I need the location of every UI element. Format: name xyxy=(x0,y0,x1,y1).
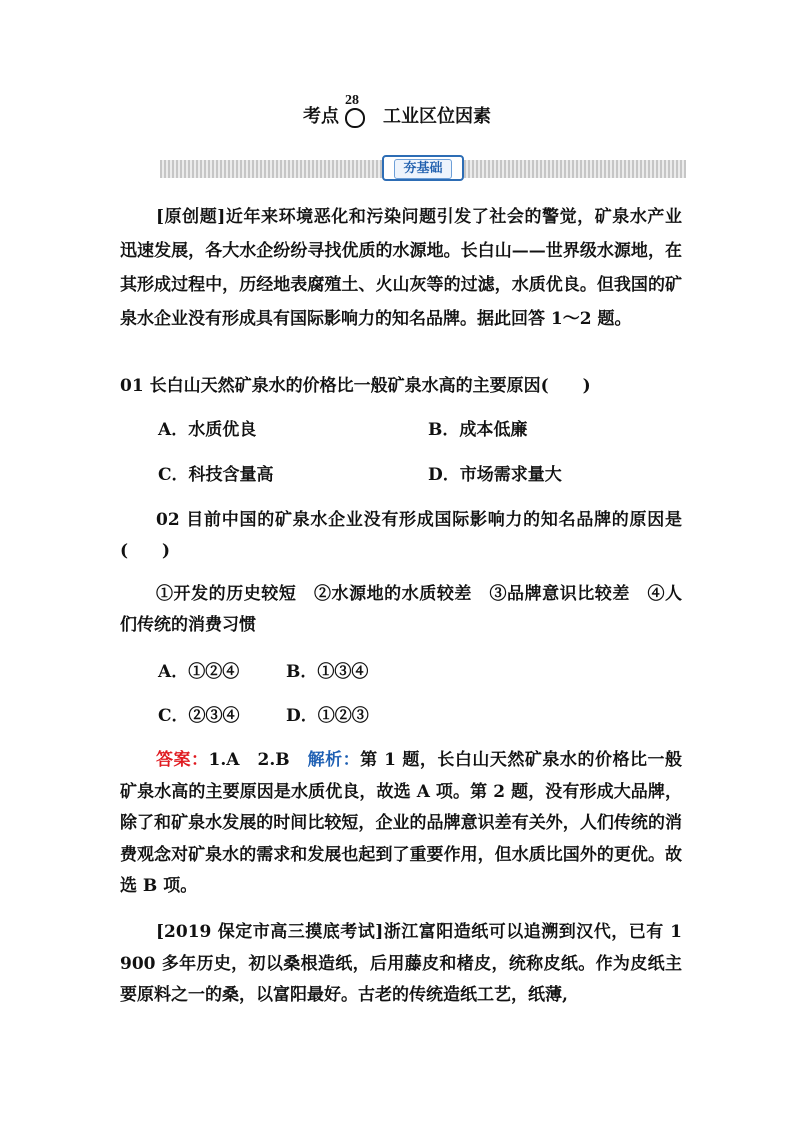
q1-option-d: D．市场需求量大 xyxy=(428,465,562,485)
section-badge xyxy=(382,155,464,181)
analysis-label: 解析： xyxy=(307,750,361,770)
section-badge-label: 夯基础 xyxy=(394,159,451,179)
q1-option-c: C．科技含量高 xyxy=(158,465,274,485)
apple-icon xyxy=(345,108,365,128)
answer-values: 1.A 2.B xyxy=(208,750,308,770)
q1-option-b: B．成本低廉 xyxy=(428,420,528,440)
intro-passage-1: [原创题]近年来环境恶化和污染问题引发了社会的警觉，矿泉水产业迅速发展，各大水企纷纷寻找优质的水源地。长白山——世界级水源地，在其形成过程中，历经地表腐殖土、火山灰等的过滤，水质优良。但我国的矿泉水企业没有形成具有国际影响力的知名品牌。据此回答 1～2 题。 xyxy=(120,207,682,329)
title-prefix: 考点 xyxy=(303,106,339,127)
q1-option-a: A．水质优良 xyxy=(158,420,257,440)
answer-block xyxy=(120,745,682,903)
topic-number: 28 xyxy=(345,93,359,108)
answer-label: 答案： xyxy=(156,750,209,770)
q2-option-d: D．①②③ xyxy=(286,706,369,726)
topic-number-badge xyxy=(343,93,369,130)
page-title xyxy=(0,93,794,130)
q2-option-c: C．②③④ xyxy=(158,706,240,726)
question-1-stem: 01 长白山天然矿泉水的价格比一般矿泉水高的主要原因( ) xyxy=(120,376,591,396)
q2-option-a: A．①②④ xyxy=(158,662,240,682)
q2-option-b: B．①③④ xyxy=(286,662,369,682)
intro-passage-2: [2019 保定市高三摸底考试]浙江富阳造纸可以追溯到汉代，已有 1 900 多年历史，初以桑根造纸，后用藤皮和楮皮，统称皮纸。作为皮纸主要原料之一的桑，以富阳最好。古老的传统造纸工艺，纸薄, xyxy=(120,922,682,1005)
title-topic: 工业区位因素 xyxy=(383,106,491,127)
analysis-text: 第 1 题，长白山天然矿泉水的价格比一般矿泉水高的主要原因是水质优良，故选 A 项。第 2 题，没有形成大品牌，除了和矿泉水发展的时间比较短，企业的品牌意识差有关外，人们传统的消费观念对矿泉水的需求和发展也起到了重要作用，但水质比国外的更优。故选 B 项。 xyxy=(120,750,682,896)
question-2-items: ①开发的历史较短 ②水源地的水质较差 ③品牌意识比较差 ④人们传统的消费习惯 xyxy=(120,584,682,635)
question-2-stem: 02 目前中国的矿泉水企业没有形成国际影响力的知名品牌的原因是( ) xyxy=(120,510,682,561)
